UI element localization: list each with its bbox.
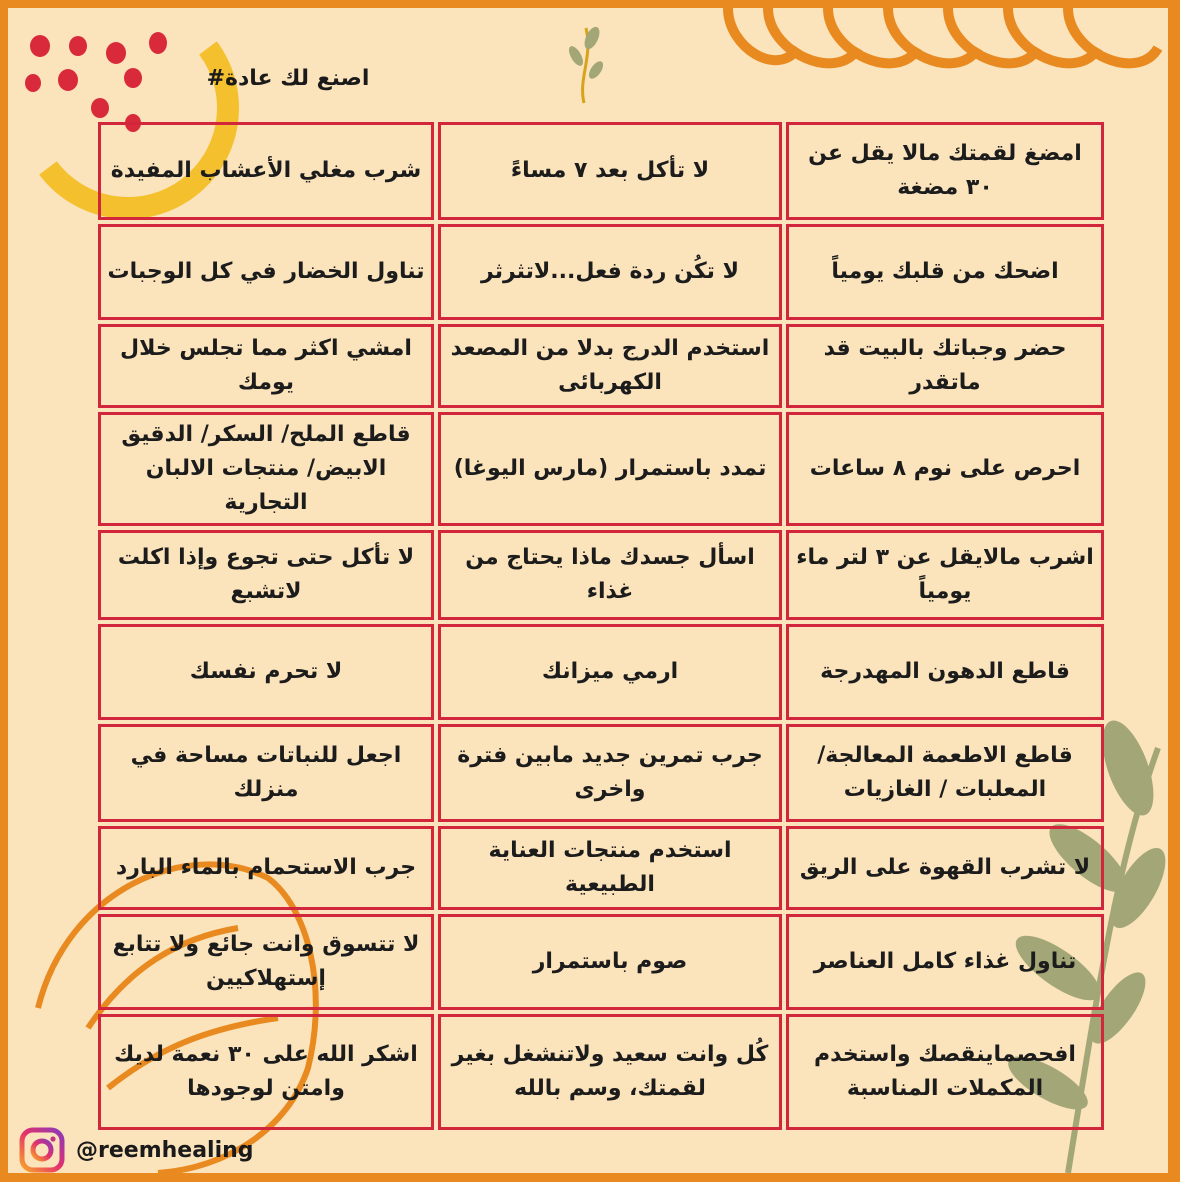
habit-cell: كُل وانت سعيد ولاتنشغل بغير لقمتك، وسم بالله: [438, 1014, 782, 1130]
habit-cell: احرص على نوم ٨ ساعات: [786, 412, 1104, 526]
habit-cell: صوم باستمرار: [438, 914, 782, 1010]
habit-cell: اجعل للنباتات مساحة في منزلك: [98, 724, 434, 822]
habit-cell: اضحك من قلبك يومياً: [786, 224, 1104, 320]
habit-cell: اشكر الله على ٣٠ نعمة لديك وامتن لوجودها: [98, 1014, 434, 1130]
habit-cell: تناول الخضار في كل الوجبات: [98, 224, 434, 320]
habit-cell: لا تكُن ردة فعل...لاتثرثر: [438, 224, 782, 320]
habit-cell: تمدد باستمرار (مارس اليوغا): [438, 412, 782, 526]
habit-cell: لا تحرم نفسك: [98, 624, 434, 720]
poster-background: [8, 8, 1168, 1173]
habit-cell: ارمي ميزانك: [438, 624, 782, 720]
instagram-handle[interactable]: [18, 1126, 254, 1173]
habit-cell: لا تأكل حتى تجوع وإذا اكلت لاتشبع: [98, 530, 434, 620]
instagram-handle-text: @reemhealing: [76, 1137, 254, 1163]
habit-cell: امضغ لقمتك مالا يقل عن ٣٠ مضغة: [786, 122, 1104, 220]
habit-cell: جرب تمرين جديد مابين فترة واخرى: [438, 724, 782, 822]
habit-cell: شرب مغلي الأعشاب المفيدة: [98, 122, 434, 220]
habit-cell: قاطع الملح/ السكر/ الدقيق الابيض/ منتجات الالبان التجارية: [98, 412, 434, 526]
habit-cell: جرب الاستحمام بالماء البارد: [98, 826, 434, 910]
instagram-icon: [18, 1126, 66, 1173]
habit-cell: استخدم منتجات العناية الطبيعية: [438, 826, 782, 910]
habit-cell: اسأل جسدك ماذا يحتاج من غذاء: [438, 530, 782, 620]
habit-cell: تناول غذاء كامل العناصر: [786, 914, 1104, 1010]
habit-cell: امشي اكثر مما تجلس خلال يومك: [98, 324, 434, 408]
habit-cell: لا تأكل بعد ٧ مساءً: [438, 122, 782, 220]
red-dots-decoration: [25, 32, 167, 132]
page-title: اصنع لك عادة#: [206, 66, 370, 91]
habit-cell: استخدم الدرج بدلا من المصعد الكهربائى: [438, 324, 782, 408]
habit-cell: افحصماينقصك واستخدم المكملات المناسبة: [786, 1014, 1104, 1130]
habits-table: [96, 120, 1106, 1132]
habit-cell: قاطع الدهون المهدرجة: [786, 624, 1104, 720]
orange-loops-decoration: [728, 8, 1158, 63]
habit-cell: اشرب مالايقل عن ٣ لتر ماء يومياً: [786, 530, 1104, 620]
habit-cell: قاطع الاطعمة المعالجة/ المعلبات / الغازيات: [786, 724, 1104, 822]
habit-cell: حضر وجباتك بالبيت قد ماتقدر: [786, 324, 1104, 408]
habit-cell: لا تشرب القهوة على الريق: [786, 826, 1104, 910]
habit-cell: لا تتسوق وانت جائع ولا تتابع إستهلاكيين: [98, 914, 434, 1010]
sprout-decoration: [566, 25, 606, 103]
